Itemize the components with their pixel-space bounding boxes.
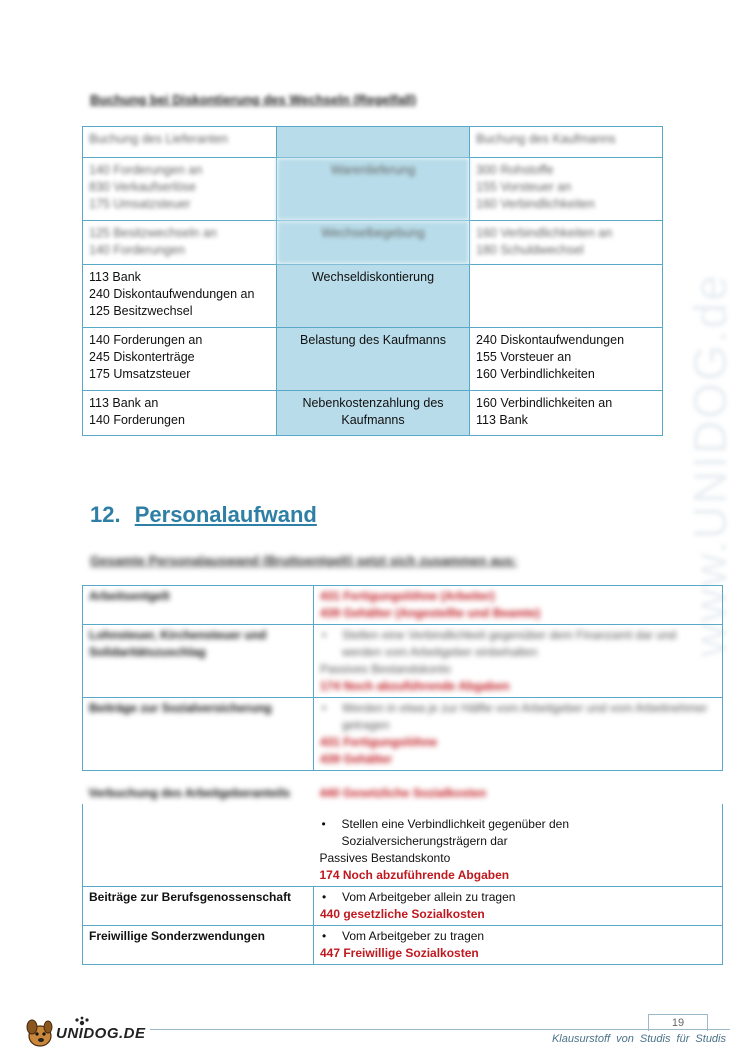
bullet-line: • Vom Arbeitgeber allein zu tragen bbox=[320, 889, 716, 906]
watermark: www.UNIDOG.de bbox=[684, 273, 736, 657]
row-label: Beiträge zur Berufsgenossenschaft bbox=[83, 887, 314, 926]
cell-line: 240 Diskontaufwendungen an bbox=[89, 287, 255, 301]
section-number: 12. bbox=[90, 502, 121, 527]
row-content bbox=[314, 625, 723, 698]
cell-left bbox=[83, 221, 277, 265]
cell-line: 125 Besitzwechsel bbox=[89, 304, 193, 318]
cell-line: 125 Besitzwechseln an bbox=[89, 226, 217, 240]
cell-line: 175 Umsatzsteuer bbox=[89, 197, 191, 211]
cell-mid bbox=[277, 127, 470, 158]
cell-right bbox=[470, 391, 663, 436]
table-row bbox=[83, 265, 663, 328]
plain-line: Passives Bestandskonto bbox=[319, 851, 451, 865]
dog-icon bbox=[27, 1020, 52, 1046]
cell-mid: Warenlieferung bbox=[277, 158, 470, 221]
plain-line: Passives Bestandskonto bbox=[320, 662, 451, 676]
row-content bbox=[314, 887, 723, 926]
cell-mid: Nebenkostenzahlung des Kaufmanns bbox=[277, 391, 470, 436]
table-row bbox=[83, 391, 663, 436]
cell-right bbox=[470, 221, 663, 265]
table-row bbox=[83, 586, 723, 625]
cell-line: 300 Rohstoffe bbox=[476, 163, 554, 177]
account-line: 439 Gehälter (Angestellte und Beamte) bbox=[320, 606, 541, 620]
cell-line: 175 Umsatzsteuer bbox=[89, 367, 191, 381]
account-line: 174 Noch abzuführende Abgaben bbox=[319, 868, 510, 882]
account-line: 174 Noch abzuführende Abgaben bbox=[320, 679, 510, 693]
cell-line: 240 Diskontaufwendungen bbox=[476, 333, 625, 347]
cell-mid: Wechseldiskontierung bbox=[277, 265, 470, 328]
cell-line: 140 Forderungen an bbox=[89, 333, 203, 347]
cell-line: 155 Vorsteuer an bbox=[476, 180, 572, 194]
table-row bbox=[83, 625, 723, 698]
logo-text: UNIDOG.DE bbox=[56, 1025, 146, 1042]
cell-line: 160 Verbindlichkeiten bbox=[476, 367, 595, 381]
row-content bbox=[314, 926, 723, 965]
cell-line: Buchung des Kaufmanns bbox=[476, 132, 616, 146]
cell-right bbox=[470, 127, 663, 158]
row-content bbox=[314, 586, 723, 625]
row-label: Arbeitsentgelt bbox=[83, 586, 314, 625]
cell-line: 830 Verkaufserlöse bbox=[89, 180, 197, 194]
account-line: 431 Fertigungslöhne bbox=[320, 735, 438, 749]
row-label: Beiträge zur Sozialversicherung bbox=[83, 698, 314, 771]
cell-line: 245 Diskonterträge bbox=[89, 350, 195, 364]
row-content bbox=[314, 771, 723, 805]
cell-mid: Belastung des Kaufmanns bbox=[277, 328, 470, 391]
cell-left bbox=[83, 391, 277, 436]
row-label: Verbuchung des Arbeitgeberanteils bbox=[88, 786, 291, 800]
cell-left bbox=[83, 328, 277, 391]
table-row bbox=[83, 926, 723, 965]
section-heading bbox=[90, 502, 317, 528]
bullet-line: • Werden in etwa je zur Hälfte vom Arbeitgeber und vom Arbeitnehmer getragen bbox=[320, 700, 716, 734]
section-heading-link[interactable]: Personalaufwand bbox=[134, 502, 317, 527]
bullet-line: • Vom Arbeitgeber zu tragen bbox=[320, 928, 716, 945]
cell-line: 140 Forderungen an bbox=[89, 163, 203, 177]
cell-line: 113 Bank bbox=[476, 413, 528, 427]
row-label: Freiwillige Sonderzwendungen bbox=[83, 926, 314, 965]
account-line: 439 Gehälter bbox=[320, 752, 393, 766]
cell-right bbox=[470, 328, 663, 391]
footer-tagline: Klausurstoff von Studis für Studis bbox=[551, 1033, 726, 1045]
page-number: 19 bbox=[648, 1014, 708, 1031]
row-label bbox=[83, 804, 314, 887]
table-row bbox=[83, 127, 663, 158]
table-row bbox=[83, 221, 663, 265]
cell-line: Buchung des Lieferanten bbox=[89, 132, 228, 146]
footer-divider bbox=[150, 1029, 730, 1030]
account-line: 440 Gesetzliche Sozialkosten bbox=[319, 786, 487, 800]
bullet-line: • Stellen eine Verbindlichkeit gegenüber dem Finanzamt dar und werden vom Arbeitgeber einbehalten bbox=[320, 627, 716, 661]
cell-left bbox=[83, 265, 277, 328]
cell-line: 113 Bank bbox=[89, 270, 141, 284]
cell-mid: Wechselbegebung bbox=[277, 221, 470, 265]
section-1-title: Buchung bei Diskontierung des Wechseln (Regelfall) bbox=[90, 92, 417, 107]
cell-line: 155 Vorsteuer an bbox=[476, 350, 572, 364]
row-content bbox=[314, 698, 723, 771]
cell-left bbox=[83, 158, 277, 221]
cell-line: 113 Bank an bbox=[89, 396, 159, 410]
row-content bbox=[314, 804, 723, 887]
booking-table bbox=[82, 126, 663, 436]
personnel-table bbox=[82, 585, 723, 965]
table-row bbox=[83, 771, 723, 805]
cell-left bbox=[83, 127, 277, 158]
row-label: Lohnsteuer, Kirchensteuer und Solidaritätszuschlag bbox=[83, 625, 314, 698]
account-line: 440 gesetzliche Sozialkosten bbox=[320, 907, 485, 921]
account-line: 431 Fertigungslöhne (Arbeiter) bbox=[320, 589, 495, 603]
cell-line: 160 Verbindlichkeiten bbox=[476, 197, 595, 211]
account-line: 447 Freiwillige Sozialkosten bbox=[320, 946, 479, 960]
cell-line: 180 Schuldwechsel bbox=[476, 243, 584, 257]
section-2-subtitle: Gesamte Personalauswand (Bruttoentgelt) setzt sich zusammen aus: bbox=[90, 553, 517, 568]
table-row bbox=[83, 887, 723, 926]
cell-line: 140 Forderungen bbox=[89, 413, 185, 427]
bullet-line: • Stellen eine Verbindlichkeit gegenüber den Sozialversicherungsträgern dar bbox=[320, 816, 717, 850]
table-row bbox=[83, 158, 663, 221]
cell-right bbox=[470, 265, 663, 328]
cell-line: 160 Verbindlichkeiten an bbox=[476, 396, 613, 410]
cell-right bbox=[470, 158, 663, 221]
cell-line: 140 Forderungen bbox=[89, 243, 185, 257]
table-row bbox=[83, 328, 663, 391]
cell-line: 160 Verbindlichkeiten an bbox=[476, 226, 613, 240]
paw-icon bbox=[75, 1017, 88, 1026]
table-row bbox=[83, 698, 723, 771]
table-row bbox=[83, 804, 723, 887]
